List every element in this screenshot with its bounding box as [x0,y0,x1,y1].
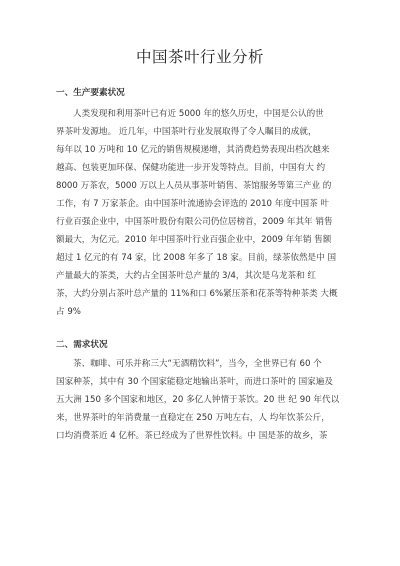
text-line: 界茶叶发源地。 近几年，中国茶叶行业发展取得了令人瞩目的成就， [56,127,317,137]
text-line: 茶，大约分别占茶叶总产量的 11%和口 6%紧压茶和花茶等特种茶类 大概 [56,289,338,299]
text-line: 越高、包装更加环保、保健功能进一步开发等特点。目前，中国有大 约 [56,163,326,173]
section-heading-demand: 二、需求状况 [56,340,108,350]
text-line: 每年以 10 万吨和 10 亿元的销售规模递增，其消费趋势表现出档次越来 [56,145,330,155]
text-line: 口均消费茶近 4 亿杯。茶已经成为了世界性饮料。中 国是茶的故乡，茶 [56,431,328,441]
section-heading-production: 一、生产要素状况 [56,88,125,98]
text-line: 茶、咖啡、可乐并称三大“无酒精饮料”，当今，全世界已有 60 个 [73,359,322,369]
text-line: 国家种茶，其中有 30 个国家能稳定地输出茶叶，而进口茶叶的 国家遍及 [56,377,333,387]
paragraph-demand [56,355,344,445]
page-title: 中国茶叶行业分析 [135,48,264,66]
text-line: 工作，有 7 万家茶企。由中国茶叶流通协会评选的 2010 年度中国茶 叶 [56,199,330,209]
text-line: 超过 1 亿元的有 74 家，比 2008 年多了 18 家。目前，绿茶依然是中 国 [56,253,337,263]
text-line: 8000 万茶农，5000 万以上人员从事茶叶销售、茶馆服务等第三产业 的 [56,181,332,191]
text-line: 产量最大的茶类，大约占全国茶叶总产量的 3/4，其次是乌龙茶和 红 [56,271,316,281]
text-line: 五大洲 150 多个国家和地区，20 多亿人钟情于茶饮。20 世 纪 90 年代以 [56,395,340,405]
text-line: 额最大，为亿元。2010 年中国茶叶行业百强企业中，2009 年年销 售额 [56,235,332,245]
text-line: 人类发现和利用茶叶已有近 5000 年的悠久历史，中国是公认的世 [73,109,324,119]
paragraph-production [56,105,344,321]
text-line: 来，世界茶叶的年消费量一直稳定在 250 万吨左右，人 均年饮茶公斤， [56,413,330,423]
text-line: 占 9% [56,307,81,317]
text-line: 行业百强企业中，中国茶叶股份有限公司仍位居榜首，2009 年其年 销售 [56,217,333,227]
